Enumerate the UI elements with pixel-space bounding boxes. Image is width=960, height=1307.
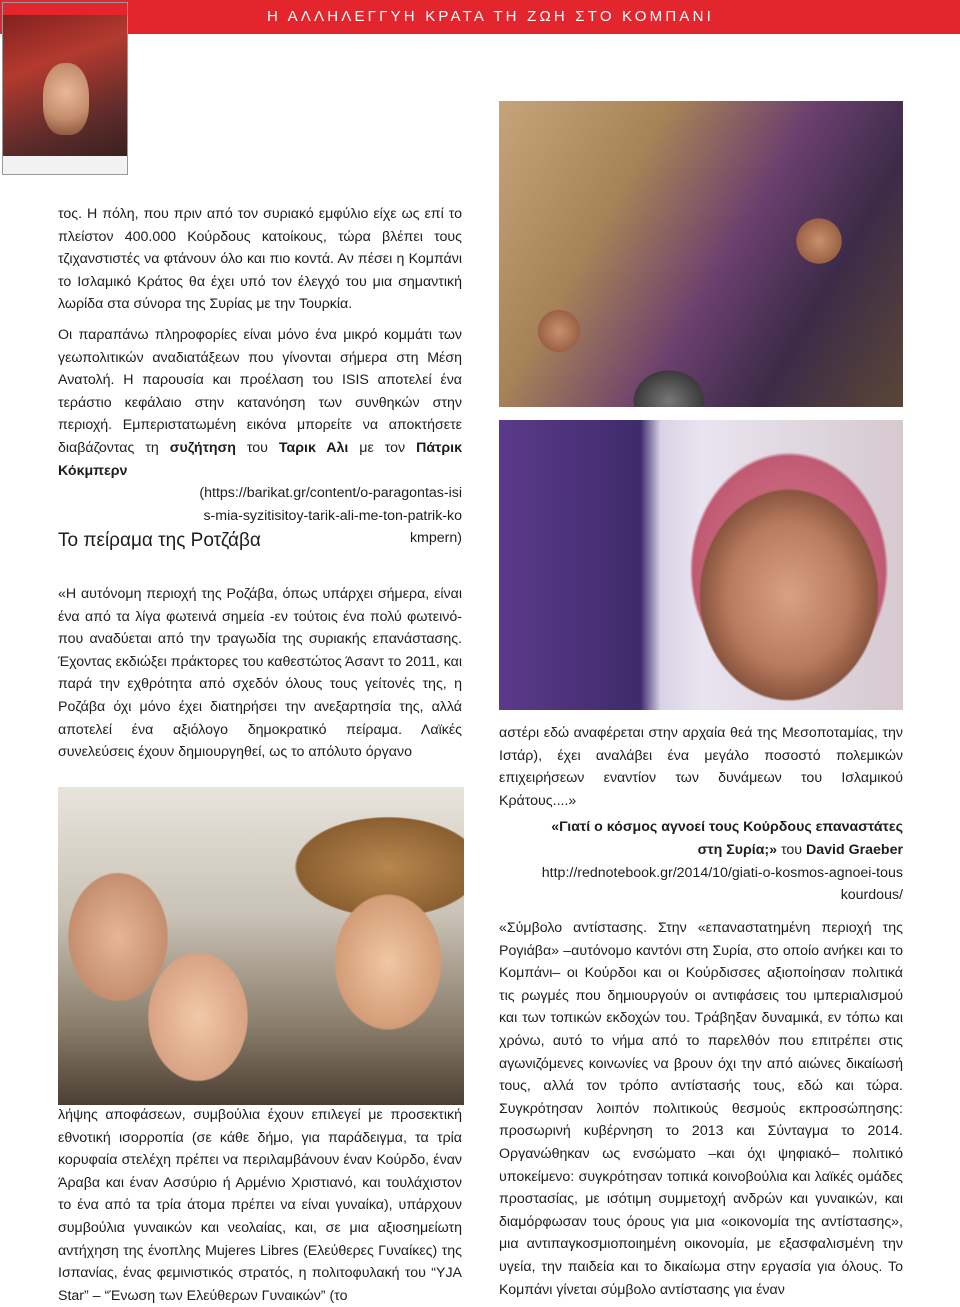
children-photo: [58, 787, 464, 1105]
header-title: Η ΑΛΛΗΛΕΓΓΥΗ ΚΡΑΤΑ ΤΗ ΖΩΗ ΣΤΟ ΚΟΜΠΑΝΙ: [267, 8, 714, 25]
women-cooking-photo: [499, 101, 903, 407]
paragraph-text: του: [235, 439, 279, 456]
paragraph: αστέρι εδώ αναφέρεται στην αρχαία θεά της Μεσοποταμίας, την Ιστάρ), έχει αναλάβει ένα μεγάλο ποσοστό πολεμικών επιχειρήσεων εναντίον των δυνάμεων του Ισλαμικού Κράτους....»: [499, 725, 903, 809]
bold-text: συζήτηση: [169, 439, 236, 456]
bold-text: Πάτρικ Κόκμπερν: [58, 439, 463, 479]
reference-text: του: [777, 841, 806, 858]
reference-title: «Γιατί ο κόσμος αγνοεί τους Κούρδους επαναστάτες στη Συρία;»: [551, 819, 903, 858]
cover-child-face: [43, 63, 89, 135]
left-column-middle: [58, 583, 462, 764]
magazine-cover-image: [2, 2, 128, 175]
paragraph: λήψης αποφάσεων, συμβούλια έχουν επιλεγεί με προσεκτική εθνοτική ισορροπία (σε κάθε δήμο, για παράδειγμα, τα τρία κορυφαία στελέχη πρέπει να περιλαμβάνουν έναν Κούρδο, έναν Άραβα και έναν Ασσύριο ή Αρμένιο Χριστιανό, και τουλάχιστον το ένα από τα τρία άτομα πρέπει να είναι γυναίκα), υπάρχουν συμβούλια γυναικών και νεολαίας, και, σε μια αξιοσημείωτη αντήχηση της ένοπλης Mujeres Libres (Ελεύθερες Γυναίκες) της Ισπανίας, ένας φεμινιστικός στρατός, η πολιτοφυλακή του “YJA Star” – “Ένωση των Ελεύθερων Γυναικών” (το: [58, 1107, 462, 1304]
left-column-top: [58, 203, 462, 550]
cover-bottom-strip: [3, 156, 127, 174]
paragraph: [58, 324, 462, 482]
bold-text: Ταρικ Αλι: [278, 439, 349, 456]
paragraph: «Σύμβολο αντίστασης. Στην «επαναστατημένη περιοχή της Ρογιάβα» –αυτόνομο καντόνι στη Συρία, στο οποίο ανήκει και το Κομπάνι– οι Κούρδοι και οι Κούρδισσες αξιοποίησαν πολιτικά τις ρωγμές που δημιουργούν οι αντιφάσεις του ιμπεριαλισμού και των τοπικών εκδοχών του. Τράβηξαν δυναμικά, εν τόπω και χρόνω, αυτό το νήμα από το παρελθόν που επιτρέπει στις αγωνιζόμενες κοινωνίες να βρουν όχι την από αιώνες δικαίωσή τους, αλλά τον τρόπο αντίστασής τους, εδώ και τώρα. Συγκρότησαν λοιπόν πολιτικούς θεσμούς εκπροσώπησης: προσωρινή κυβέρνηση το 2013 και Σύνταγμα το 2014. Οργανώθηκαν ως ενσώματο –και όχι ψηφιακό– πολιτικό υποκείμενο: συγκρότησαν τοπικά κοινοβούλια και λαϊκές ομάδες προστασίας, με ισότιμη συμμετοχή ανδρών και γυναικών, και διαμόρφωσαν τους όρους για μια «οικονομία της αντίστασης», μια αντιπαγκοσμιοποιημένη οικονομία, με εξασφαλισμένη την υγεία, την παιδεία και το δικαίωμα στην εργασία για όλους. Το Κομπάνι γίνεται σύμβολο αντίστασης για έναν: [499, 920, 903, 1298]
paragraph: «Η αυτόνομη περιοχή της Ροζάβα, όπως υπάρχει σήμερα, είναι ένα από τα λίγα φωτεινά σημεία -εν τούτοις ένα πολύ φωτεινό- που αναδύεται από την τραγωδία της συριακής επανάστασης. Έχοντας εκδιώξει πράκτορες του καθεστώτος Άσαντ το 2011, και παρά την εχθρότητα από σχεδόν όλους τους γείτονές της, η Ροζάβα όχι μόνο έχει διατηρήσει την ανεξαρτησία της, αλλά αποτελεί ένα αξιόλογο δημοκρατικό πείραμα. Λαϊκές συνελεύσεις έχουν δημιουργηθεί, ως το απόλυτο όργανο: [58, 586, 462, 761]
reference-link[interactable]: http://rednotebook.gr/2014/10/giati-o-kosmos-agnoei-touskourdous/: [541, 864, 903, 904]
left-column-bottom: [58, 1104, 462, 1307]
cover-top-strip: [3, 3, 127, 15]
section-heading: Το πείραμα της Ροτζάβα: [58, 530, 261, 551]
right-column-bottom: [499, 917, 903, 1301]
paragraph-text: Οι παραπάνω πληροφορίες είναι μόνο ένα μικρό κομμάτι των γεωπολιτικών αναδιατάξεων που γίνονται σήμερα στη Μέση Ανατολή. Η παρουσία και προέλαση του ISIS αποτελεί ένα τεράστιο κεφάλαιο στην κατανόηση των συνθηκών στην περιοχή. Εμπεριστατωμένη εικόνα μπορείτε να αποκτήσετε διαβάζοντας τη: [58, 326, 462, 456]
paragraph: τος. Η πόλη, που πριν από τον συριακό εμφύλιο είχε ως επί το πλείστον 400.000 Κούρδους κατοίκους, τώρα βλέπει τους τζιχανστιστές να φτάνουν όλο και πιο κοντά. Αν πέσει η Κομπάνι το Ισλαμικό Κράτος θα έχει υπό τον έλεγχό του μια σημαντική λωρίδα στα σύνορα της Συρίας με την Τουρκία.: [58, 206, 462, 313]
reference-citation: [499, 816, 903, 861]
reference-author: David Graeber: [806, 841, 903, 858]
reference-link[interactable]: (https://barikat.gr/content/o-paragontas-isis-mia-syzitisitoy-tarik-ali-me-ton-patrik-kokmpern): [199, 485, 462, 547]
paragraph-text: με τον: [348, 439, 417, 456]
man-portrait-photo: [499, 420, 903, 710]
header-bar: [0, 0, 960, 34]
right-column-top: [499, 722, 903, 907]
